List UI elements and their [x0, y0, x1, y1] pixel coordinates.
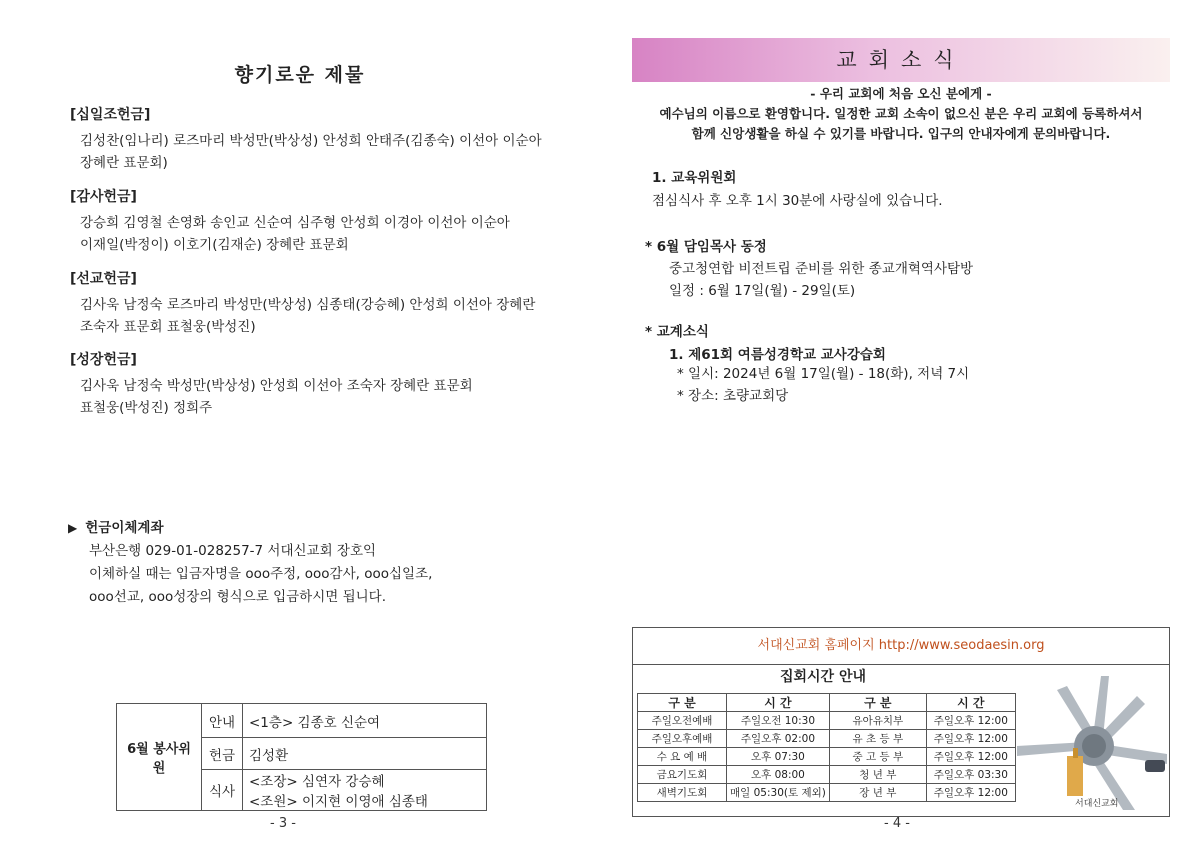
news-line: * 일시: 2024년 6월 17일(월) - 18(화), 저녁 7시	[677, 366, 970, 382]
account-line: 부산은행 029-01-028257-7 서대신교회 장호익	[89, 543, 377, 559]
schedule-cell: 주일오후 12:00	[926, 748, 1015, 766]
offering-section-growth	[70, 349, 570, 419]
news-pastor	[645, 235, 1145, 302]
schedule-row	[638, 766, 1016, 784]
news-subheading: 1. 제61회 여름성경학교 교사강습회	[669, 347, 886, 363]
news-line: 점심식사 후 오후 1시 30분에 사랑실에 있습니다.	[652, 193, 943, 209]
offering-section-mission	[70, 268, 570, 338]
account-heading: 헌금이체계좌	[85, 520, 164, 536]
offering-names: 김성찬(임나리) 로즈마리 박성만(박상성) 안성희 안태주(김종숙) 이선아 이순아	[80, 133, 542, 149]
schedule-cell: 유아유치부	[829, 712, 926, 730]
page-number: - 4 -	[884, 816, 910, 831]
account-line: 이체하실 때는 입금자명을 ooo주정, ooo감사, ooo십일조,	[89, 566, 433, 582]
offering-heading: [성장헌금]	[70, 352, 137, 368]
committee-names: 김성환	[243, 738, 487, 770]
news-line: 중고청연합 비전트립 준비를 위한 종교개혁역사탐방	[669, 261, 974, 277]
news-banner	[632, 38, 1170, 82]
committee-role: 식사	[202, 770, 243, 811]
committee-names: <조원> 이지현 이영애 심종태	[243, 790, 487, 811]
news-education	[652, 166, 1152, 212]
schedule-row	[638, 730, 1016, 748]
homepage-link[interactable]: 서대신교회 홈페이지 http://www.seodaesin.org	[633, 628, 1169, 665]
welcome-line: 함께 신앙생활을 하실 수 있기를 바랍니다. 입구의 안내자에게 문의바랍니다.	[691, 126, 1111, 141]
schedule-cell: 주일오후예배	[638, 730, 727, 748]
homepage-box	[632, 627, 1170, 817]
news-denomination	[645, 320, 1165, 407]
schedule-cell: 중 고 등 부	[829, 748, 926, 766]
committee-names: <조장> 심연자 강승혜	[243, 770, 487, 791]
schedule-cell: 주일오후 03:30	[926, 766, 1015, 784]
offering-names: 김사욱 남정숙 로즈마리 박성만(박상성) 심종태(강승혜) 안성희 이선아 장혜란	[80, 297, 536, 313]
schedule-row	[638, 784, 1016, 802]
schedule-cell: 주일오후 02:00	[727, 730, 830, 748]
news-heading: * 6월 담임목사 동정	[645, 239, 767, 255]
schedule-cell: 새벽기도회	[638, 784, 727, 802]
offering-names: 조숙자 표문회 표철웅(박성진)	[80, 319, 256, 335]
schedule-header: 구 분	[638, 694, 727, 712]
schedule-cell: 청 년 부	[829, 766, 926, 784]
schedule-cell: 금요기도회	[638, 766, 727, 784]
triangle-bullet-icon: ▶	[68, 521, 78, 535]
schedule-cell: 유 초 등 부	[829, 730, 926, 748]
schedule-header: 시 간	[727, 694, 830, 712]
meeting-schedule-table	[637, 693, 1016, 802]
page-title: 향기로운 제물	[234, 64, 366, 86]
schedule-cell: 주일오후 12:00	[926, 784, 1015, 802]
welcome-message	[632, 84, 1170, 144]
schedule-header: 시 간	[926, 694, 1015, 712]
committee-role: 안내	[202, 704, 243, 738]
offering-account	[68, 516, 548, 609]
service-committee-table	[116, 703, 487, 811]
meeting-times-title: 집회시간 안내	[779, 669, 867, 685]
news-heading: 1. 교육위원회	[652, 170, 737, 186]
committee-label: 6월 봉사위원	[117, 704, 202, 811]
offering-names: 장혜란 표문회)	[80, 155, 168, 171]
schedule-cell: 매일 05:30(토 제외)	[727, 784, 830, 802]
schedule-header: 구 분	[829, 694, 926, 712]
offering-names: 이재일(박정이) 이호기(김재순) 장혜란 표문회	[80, 237, 349, 253]
schedule-cell: 오후 08:00	[727, 766, 830, 784]
offering-names: 강승희 김영철 손영화 송인교 신순여 심주형 안성희 이경아 이선아 이순아	[80, 215, 510, 231]
church-location-map	[1017, 676, 1167, 810]
schedule-cell: 주일오후 12:00	[926, 712, 1015, 730]
news-banner-title: 교회소식	[836, 48, 966, 72]
committee-names: <1층> 김종호 신순여	[243, 704, 487, 738]
account-line: ooo선교, ooo성장의 형식으로 입금하시면 됩니다.	[89, 589, 387, 605]
map-label: 서대신교회	[1075, 799, 1119, 809]
news-line: 일정 : 6월 17일(월) - 29일(토)	[669, 283, 856, 299]
schedule-cell: 주일오전 10:30	[727, 712, 830, 730]
schedule-cell: 주일오전예배	[638, 712, 727, 730]
schedule-cell: 수 요 예 배	[638, 748, 727, 766]
offering-names: 김사욱 남정숙 박성만(박상성) 안성희 이선아 조숙자 장혜란 표문회	[80, 378, 473, 394]
welcome-heading: - 우리 교회에 처음 오신 분에게 -	[810, 86, 992, 101]
offering-names: 표철웅(박성진) 정희주	[80, 400, 213, 416]
schedule-row	[638, 712, 1016, 730]
schedule-cell: 주일오후 12:00	[926, 730, 1015, 748]
welcome-line: 예수님의 이름으로 환영합니다. 일정한 교회 소속이 없으신 분은 우리 교회에 등록하셔서	[659, 106, 1143, 121]
page-number: - 3 -	[270, 816, 296, 831]
offering-heading: [십일조헌금]	[70, 107, 151, 123]
offering-heading: [감사헌금]	[70, 189, 137, 205]
offering-section-tithe	[70, 104, 570, 174]
offering-section-thanks	[70, 186, 570, 256]
schedule-row	[638, 748, 1016, 766]
news-line: * 장소: 초량교회당	[677, 388, 789, 404]
committee-role: 헌금	[202, 738, 243, 770]
news-heading: * 교계소식	[645, 324, 709, 340]
offering-heading: [선교헌금]	[70, 271, 137, 287]
schedule-cell: 장 년 부	[829, 784, 926, 802]
schedule-cell: 오후 07:30	[727, 748, 830, 766]
